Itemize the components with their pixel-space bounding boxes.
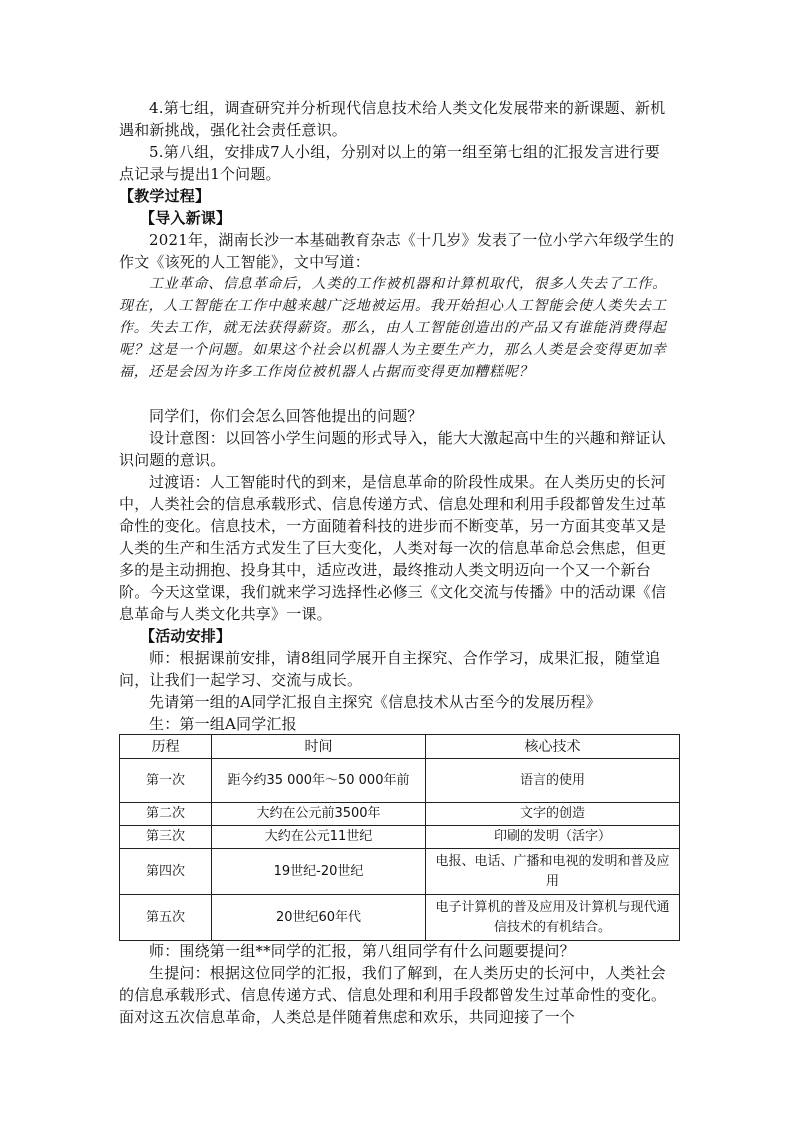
table-row <box>120 849 680 895</box>
table-cell: 大约在公元11世纪 <box>212 826 426 849</box>
table-header-row <box>120 735 680 759</box>
paragraph-teacher-ask: 师：围绕第一组**同学的汇报，第八组同学有什么问题要提问？ <box>149 942 575 960</box>
heading-intro: 【导入新课】 <box>140 209 232 227</box>
paragraph-group8: 5.第八组，安排成7人小组，分别对以上的第一组至第七组的汇报发言进行要点记录与提出1个问题。 <box>119 143 660 183</box>
paragraph-report-intro: 先请第一组的A同学汇报自主探究《信息技术从古至今的发展历程》 <box>149 693 601 711</box>
table-cell: 20世纪60年代 <box>212 895 426 941</box>
table-cell: 语言的使用 <box>426 759 680 803</box>
table-row <box>120 895 680 941</box>
table-cell: 印刷的发明（活字） <box>426 826 680 849</box>
table-header-time: 时间 <box>212 735 426 759</box>
heading-activity: 【活动安排】 <box>140 627 232 645</box>
table-cell: 第四次 <box>120 849 212 895</box>
table-cell: 文字的创造 <box>426 803 680 826</box>
table-header-stage: 历程 <box>120 735 212 759</box>
history-table <box>119 734 680 941</box>
paragraph-intro: 2021年，湖南长沙一本基础教育杂志《十几岁》发表了一位小学六年级学生的作文《该死的人工智能》，文中写道： <box>119 231 675 271</box>
table-row <box>120 826 680 849</box>
table-cell: 距今约35 000年～50 000年前 <box>212 759 426 803</box>
paragraph-student-question: 生提问：根据这位同学的汇报，我们了解到，在人类历史的长河中，人类社会的信息承载形式、信息传递方式、信息处理和利用手段都曾发生过革命性的变化。面对这五次信息革命，人类总是伴随着焦虑和欢乐，共同迎接了一个 <box>119 964 667 1026</box>
table-cell: 电子计算机的普及应用及计算机与现代通信技术的有机结合。 <box>426 895 680 941</box>
paragraph-group7: 4.第七组，调查研究并分析现代信息技术给人类文化发展带来的新课题、新机遇和新挑战，强化社会责任意识。 <box>119 99 666 139</box>
quote-block: 工业革命、信息革命后，人类的工作被机器和计算机取代，很多人失去了工作。现在，人工智能在工作中越来越广泛地被运用。我开始担心人工智能会使人类失去工作。失去工作，就无法获得薪资。那么，由人工智能创造出的产品又有谁能消费得起呢？这是一个问题。如果这个社会以机器人为主要生产力，那么人类是会变得更加幸福，还是会因为许多工作岗位被机器人占据而变得更加糟糕呢？ <box>119 276 667 380</box>
table-row <box>120 759 680 803</box>
paragraph-student: 生：第一组A同学汇报 <box>149 715 297 733</box>
table-cell: 电报、电话、广播和电视的发明和普及应用 <box>426 849 680 895</box>
table-cell: 第二次 <box>120 803 212 826</box>
table-cell: 第一次 <box>120 759 212 803</box>
paragraph-question: 同学们，你们会怎么回答他提出的问题？ <box>149 407 423 425</box>
table-header-tech: 核心技术 <box>426 735 680 759</box>
heading-teaching-process: 【教学过程】 <box>119 187 211 205</box>
table-cell: 第三次 <box>120 826 212 849</box>
table-cell: 大约在公元前3500年 <box>212 803 426 826</box>
paragraph-design-intent: 设计意图：以回答小学生问题的形式导入，能大大激起高中生的兴趣和辩证认识问题的意识。 <box>119 429 666 469</box>
paragraph-transition: 过渡语：人工智能时代的到来，是信息革命的阶段性成果。在人类历史的长河中，人类社会的信息承载形式、信息传递方式、信息处理和利用手段都曾发生过革命性的变化。信息技术，一方面随着科技的进步而不断变革，另一方面其变革又是人类的生产和生活方式发生了巨大变化，人类对每一次的信息革命总会焦虑，但更多的是主动拥抱、投身其中，适应改进，最终推动人类文明迈向一个又一个新台阶。今天这堂课，我们就来学习选择性必修三《文化交流与传播》中的活动课《信息革命与人类文化共享》一课。 <box>119 473 667 623</box>
table-cell: 19世纪-20世纪 <box>212 849 426 895</box>
table-cell: 第五次 <box>120 895 212 941</box>
paragraph-teacher: 师：根据课前安排，请8组同学展开自主探究、合作学习，成果汇报，随堂追问，让我们一起学习、交流与成长。 <box>119 649 661 689</box>
table-row <box>120 803 680 826</box>
